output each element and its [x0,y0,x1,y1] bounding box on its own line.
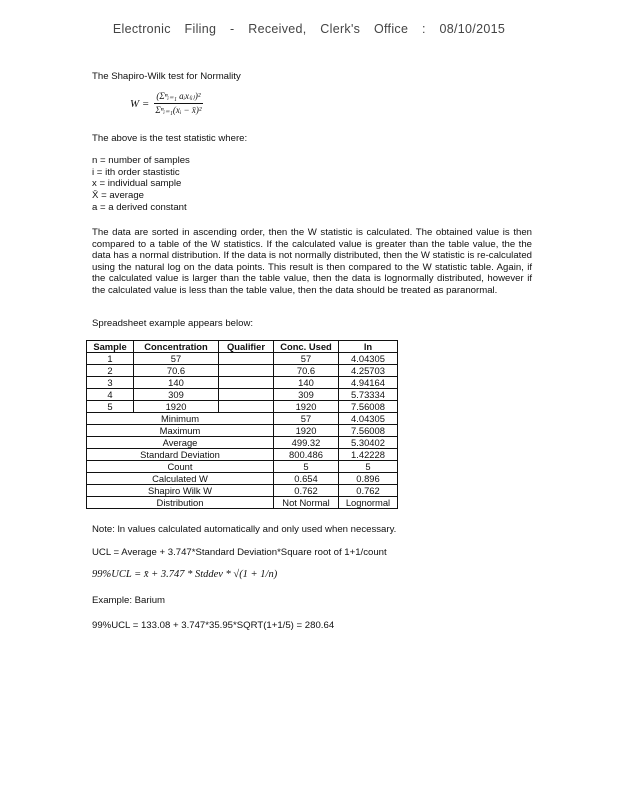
table-row [87,389,398,401]
cell: 3 [87,377,134,389]
header-sample: Sample [87,341,134,353]
table-row [87,365,398,377]
formula-numerator: (Σⁿᵢ₌₁ aᵢx₍ᵢ₎)² [154,91,202,104]
cell: 0.654 [274,473,339,485]
cell [219,353,274,365]
ucl-formula: 99%UCL = x̄ + 3.747 * Stddev * √(1 + 1/n) [92,569,278,580]
cell: 140 [274,377,339,389]
spreadsheet-caption: Spreadsheet example appears below: [92,318,254,329]
definition-item: n = number of samples [92,155,190,166]
cell [219,389,274,401]
cell: 0.762 [274,485,339,497]
cell: 70.6 [134,365,219,377]
header-conc-used: Conc. Used [274,341,339,353]
header-ln: ln [339,341,398,353]
definition-item: i = ith order stastistic [92,166,180,178]
cell: 57 [274,413,339,425]
cell [219,377,274,389]
table-header-row [87,341,398,353]
cell: 57 [274,353,339,365]
stat-row [87,485,398,497]
stat-label: Minimum [87,413,274,425]
formula-fraction [154,91,202,116]
table-row [87,401,398,413]
example-calculation: 99%UCL = 133.08 + 3.747*35.95*SQRT(1+1/5) = 280.64 [92,620,335,631]
stat-label: Count [87,461,274,473]
stat-row [87,425,398,437]
cell [219,401,274,413]
above-text: The above is the test statistic where: [92,133,248,144]
cell: 499.32 [274,437,339,449]
stat-row [87,473,398,485]
cell: 57 [134,353,219,365]
cell: 5 [87,401,134,413]
spreadsheet-table [86,340,398,509]
table-row [87,353,398,365]
definition-item: a = a derived constant [92,201,187,213]
definition-item: x = individual sample [92,178,182,190]
cell: 800.486 [274,449,339,461]
cell: 4.04305 [339,413,398,425]
cell: 70.6 [274,365,339,377]
cell: 1.42228 [339,449,398,461]
definition-list [92,155,190,213]
cell: 1920 [134,401,219,413]
definition-item: X̄ = average [92,190,145,202]
cell: 4 [87,389,134,401]
formula-denominator: Σⁿᵢ₌₁(xᵢ − x̄)² [155,105,202,115]
cell: 7.56008 [339,425,398,437]
note-text: Note: ln values calculated automatically and only used when necessary. [92,524,397,535]
doc-title: The Shapiro-Wilk test for Normality [92,71,241,82]
ucl-definition: UCL = Average + 3.747*Standard Deviation*Square root of 1+1/count [92,547,387,558]
stat-row [87,437,398,449]
cell: 0.762 [339,485,398,497]
cell: 0.896 [339,473,398,485]
cell: 140 [134,377,219,389]
explanation-paragraph: The data are sorted in ascending order, then the W statistic is calculated. The obtained value is then compared to a table of the W statistics. If the calculated value is greater than the table value, the the data has a normal distribution. If the data is not normally distributed, then the W statistic is re-calculated using the natural log on the data points. This result is then compared to the W statistic table. Again, if the calculated value is larger than the table value, then the data is lognormally distributed, however if the calculated value is less than the table value, then the data should be treated as paranormal. [92,227,532,296]
cell: 5.73334 [339,389,398,401]
cell: 1 [87,353,134,365]
cell: 7.56008 [339,401,398,413]
cell: 5.30402 [339,437,398,449]
cell: Not Normal [274,497,339,509]
w-formula [130,91,203,116]
cell: 4.25703 [339,365,398,377]
stat-label: Standard Deviation [87,449,274,461]
header-qualifier: Qualifier [219,341,274,353]
stat-row [87,497,398,509]
cell: 4.94164 [339,377,398,389]
cell: 4.04305 [339,353,398,365]
cell: 2 [87,365,134,377]
example-title: Example: Barium [92,595,166,606]
filing-header: Electronic Filing - Received, Clerk's Office : 08/10/2015 [112,22,506,36]
cell: Lognormal [339,497,398,509]
stat-label: Distribution [87,497,274,509]
cell: 1920 [274,425,339,437]
stat-row [87,413,398,425]
stat-label: Maximum [87,425,274,437]
cell: 309 [134,389,219,401]
formula-lhs: W = [130,97,150,110]
header-concentration: Concentration [134,341,219,353]
stat-row [87,449,398,461]
stat-label: Shapiro Wilk W [87,485,274,497]
stat-label: Calculated W [87,473,274,485]
cell: 5 [339,461,398,473]
cell: 1920 [274,401,339,413]
cell: 309 [274,389,339,401]
cell [219,365,274,377]
stat-row [87,461,398,473]
stat-label: Average [87,437,274,449]
table-row [87,377,398,389]
cell: 5 [274,461,339,473]
